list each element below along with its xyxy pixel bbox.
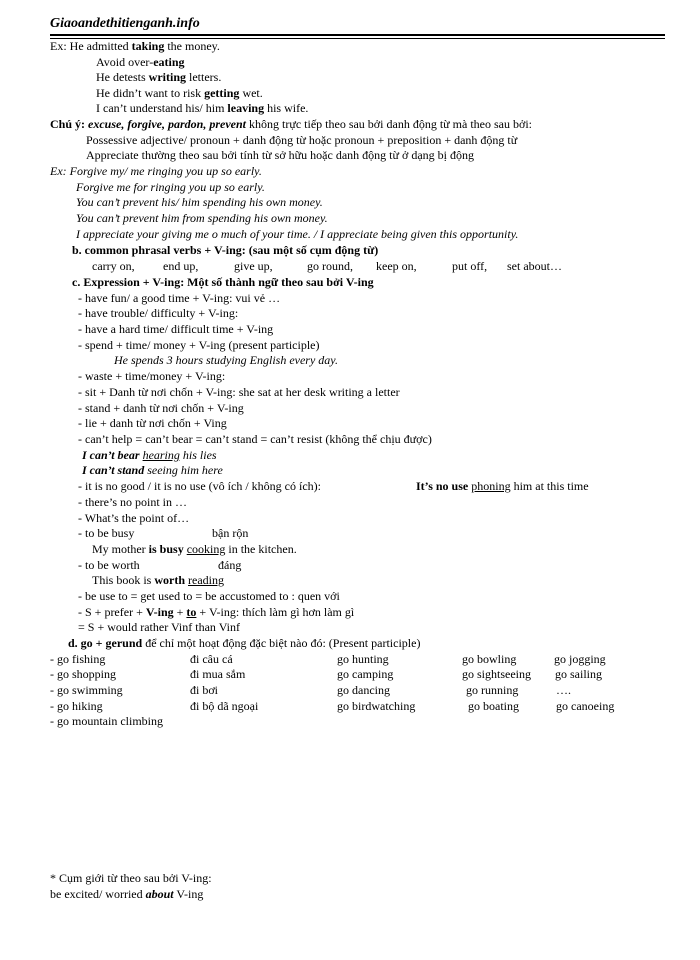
go-row-3-col-1: - go swimming: [50, 683, 123, 697]
expr-no-good: - it is no good / it is no use (vô ích / không có ích):: [78, 479, 321, 493]
go-row-2-col-2: đi mua sắm: [190, 667, 246, 681]
expr-spend-example: He spends 3 hours studying English every day.: [114, 353, 338, 367]
go-row-1-col-1: - go fishing: [50, 652, 106, 666]
expr-prefer: - S + prefer + V-ing + to + V-ing: thích làm gì hơn làm gì: [78, 605, 355, 619]
note-detail-1: Possessive adjective/ pronoun + danh động từ hoặc pronoun + preposition + danh động từ: [86, 133, 518, 147]
go-row-1-col-3: go hunting: [337, 652, 389, 666]
expr-bear-example: I can’t bear hearing his lies: [82, 448, 217, 462]
phrasal-verb: set about…: [507, 259, 562, 273]
section-b-heading: b. common phrasal verbs + V-ing: (sau một số cụm động từ): [72, 243, 379, 257]
expr-lie: - lie + danh từ nơi chốn + Ving: [78, 416, 227, 430]
expr-worth: - to be worth: [78, 558, 140, 572]
go-row-1-col-5: go jogging: [554, 652, 606, 666]
go-row-2-col-4: go sightseeing: [462, 667, 531, 681]
section-c-heading: c. Expression + V-ing: Một số thành ngữ theo sau bởi V-ing: [72, 275, 374, 289]
go-row-3-col-4: go running: [466, 683, 519, 697]
note-line: Chú ý: excuse, forgive, pardon, prevent không trực tiếp theo sau bởi danh động từ mà theo sau bởi:: [50, 117, 532, 131]
example-avoid: Avoid over-eating: [96, 55, 185, 69]
phrasal-verb: put off,: [452, 259, 488, 273]
expr-no-use-example: It’s no use phoning him at this time: [416, 479, 589, 493]
section-d-heading: d. go + gerund để chỉ một hoạt động đặc biệt nào đó: (Present participle): [68, 636, 421, 650]
phrasal-verb: keep on,: [376, 259, 417, 273]
example-risk: He didn’t want to risk getting wet.: [96, 86, 263, 100]
footer-note: * Cụm giới từ theo sau bởi V-ing:: [50, 871, 212, 885]
example-prevent-2: You can’t prevent him from spending his own money.: [76, 211, 328, 225]
phrasal-verb: carry on,: [92, 259, 135, 273]
go-row-3-col-3: go dancing: [337, 683, 390, 697]
expr-have-fun: - have fun/ a good time + V-ing: vui vẻ …: [78, 291, 281, 305]
go-row-2-col-3: go camping: [337, 667, 394, 681]
go-row-2-col-5: go sailing: [555, 667, 602, 681]
expr-have-trouble: - have trouble/ difficulty + V-ing:: [78, 306, 239, 320]
go-row-1-col-4: go bowling: [462, 652, 517, 666]
example-prevent-1: You can’t prevent his/ him spending his own money.: [76, 195, 323, 209]
example-appreciate: I appreciate your giving me o much of your time. / I appreciate being given this opportunity.: [76, 227, 519, 241]
go-row-4-col-4: go boating: [468, 699, 519, 713]
go-row-3-col-5: ….: [556, 683, 571, 697]
expr-waste: - waste + time/money + V-ing:: [78, 369, 226, 383]
example-forgive-1: Ex: Forgive my/ me ringing you up so early.: [50, 164, 262, 178]
expr-whats-point: - What’s the point of…: [78, 511, 190, 525]
go-row-4-col-5: go canoeing: [556, 699, 615, 713]
phrasal-verb: give up,: [234, 259, 273, 273]
go-row-1-col-2: đi câu cá: [190, 652, 233, 666]
footer-example: be excited/ worried about V-ing: [50, 887, 204, 901]
go-row-5-col-1: - go mountain climbing: [50, 714, 163, 728]
example-forgive-2: Forgive me for ringing you up so early.: [76, 180, 265, 194]
phrasal-verb: end up,: [163, 259, 199, 273]
expr-worth-meaning: đáng: [218, 558, 242, 572]
phrasal-verb: go round,: [307, 259, 353, 273]
expr-used-to: - be use to = get used to = be accustomed to : quen với: [78, 589, 340, 603]
go-row-4-col-2: đi bộ dã ngoại: [190, 699, 259, 713]
example-detests: He detests writing letters.: [96, 70, 222, 84]
expr-worth-example: This book is worth reading: [92, 573, 224, 587]
expr-have-hard-time: - have a hard time/ difficult time + V-ing: [78, 322, 274, 336]
expr-no-point: - there’s no point in …: [78, 495, 187, 509]
go-row-3-col-2: đi bơi: [190, 683, 219, 697]
go-row-4-col-1: - go hiking: [50, 699, 103, 713]
expr-busy-meaning: bận rộn: [212, 526, 249, 540]
expr-would-rather: = S + would rather Vinf than Vinf: [78, 620, 240, 634]
header-site-name: Giaoandethitienganh.info: [50, 16, 200, 31]
example-admitted: Ex: He admitted taking the money.: [50, 39, 220, 53]
go-row-2-col-1: - go shopping: [50, 667, 116, 681]
note-detail-2: Appreciate thường theo sau bởi tính từ sở hữu hoặc danh động từ ở dạng bị động: [86, 148, 475, 162]
example-understand: I can’t understand his/ him leaving his wife.: [96, 101, 309, 115]
expr-sit: - sit + Danh từ nơi chốn + V-ing: she sat at her desk writing a letter: [78, 385, 400, 399]
expr-busy: - to be busy: [78, 526, 135, 540]
expr-stand-example: I can’t stand seeing him here: [82, 463, 223, 477]
go-row-4-col-3: go birdwatching: [337, 699, 416, 713]
expr-busy-example: My mother is busy cooking in the kitchen.: [92, 542, 297, 556]
header-rule: [50, 34, 665, 36]
expr-stand: - stand + danh từ nơi chốn + V-ing: [78, 401, 244, 415]
expr-spend: - spend + time/ money + V-ing (present participle): [78, 338, 320, 352]
expr-cant-help: - can’t help = can’t bear = can’t stand = can’t resist (không thể chịu được): [78, 432, 432, 446]
